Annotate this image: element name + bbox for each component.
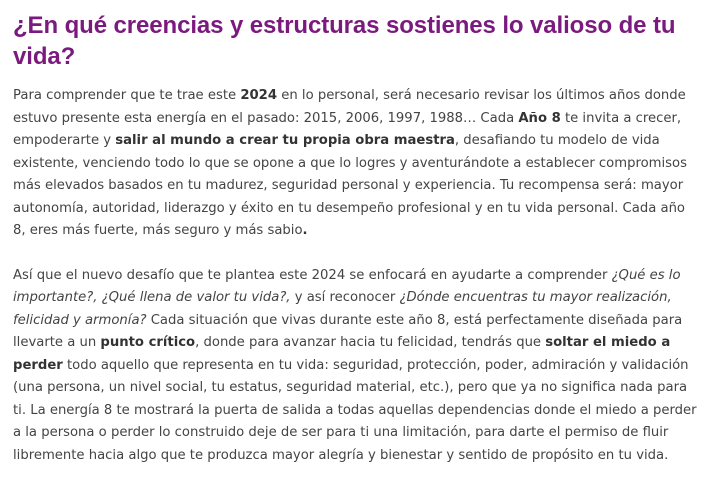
bold-text: . bbox=[302, 223, 308, 238]
text-run: todo aquello que representa en tu vida: seguridad, protección, poder, admiración y validación (una persona, un nivel social, tu estatus, seguridad material, etc.), pero que ya no significa nada para ti. La energía 8 te mostrará la puerta de salida a todas aquellas dependencias donde el miedo a perder a la persona o perder lo construido deje de ser para ti una limitación, para darte el permiso de fluir libremente hacia algo que te produzca mayor alegría y bienestar y sentido de propósito en tu vida. bbox=[13, 357, 697, 463]
text-run: , donde para avanzar hacia tu felicidad, tendrás que bbox=[195, 335, 546, 350]
text-run: Cada situación que vivas durante este año 8, está perfectamente diseñada para llevarte a un bbox=[13, 312, 683, 350]
paragraph-2 bbox=[13, 265, 697, 468]
text-run: y así reconocer bbox=[290, 290, 400, 305]
bold-text: soltar el miedo a perder bbox=[13, 335, 671, 373]
bold-text: Año 8 bbox=[518, 110, 561, 126]
bold-text: 2024 bbox=[240, 88, 278, 103]
text-run: te invita a crecer, empoderarte y bbox=[13, 110, 682, 148]
article bbox=[13, 10, 697, 467]
italic-text: ¿Qué es lo importante?, ¿Qué llena de valor tu vida?, bbox=[13, 267, 681, 305]
text-run: , desafiando tu modelo de vida existente, venciendo todo lo que se opone a que lo logres y aventurándote a establecer compromisos más elevados basados en tu madurez, seguridad personal y experiencia. Tu recompensa será: mayor autonomía, autoridad, liderazgo y éxito en tu desempeño profesional y en tu vida personal. Cada año 8, eres más fuerte, más seguro y más sabio bbox=[13, 133, 687, 238]
italic-text: ¿Dónde encuentras tu mayor realización, felicidad y armonía? bbox=[13, 290, 672, 328]
article-heading: ¿En qué creencias y estructuras sostienes lo valioso de tu vida? bbox=[13, 12, 676, 70]
text-run: en lo personal, será necesario revisar los últimos años donde estuvo presente esta energía en el pasado: 2015, 2006, 1997, 1988… Cada bbox=[13, 88, 686, 126]
text-run: Para comprender que te trae este bbox=[13, 88, 241, 103]
paragraph-1 bbox=[13, 85, 697, 243]
text-run: Así que el nuevo desafío que te plantea este 2024 se enfocará en ayudarte a comprender bbox=[13, 267, 612, 283]
bold-text: punto crítico bbox=[100, 335, 196, 350]
bold-text: salir al mundo a crear tu propia obra maestra bbox=[115, 133, 455, 148]
